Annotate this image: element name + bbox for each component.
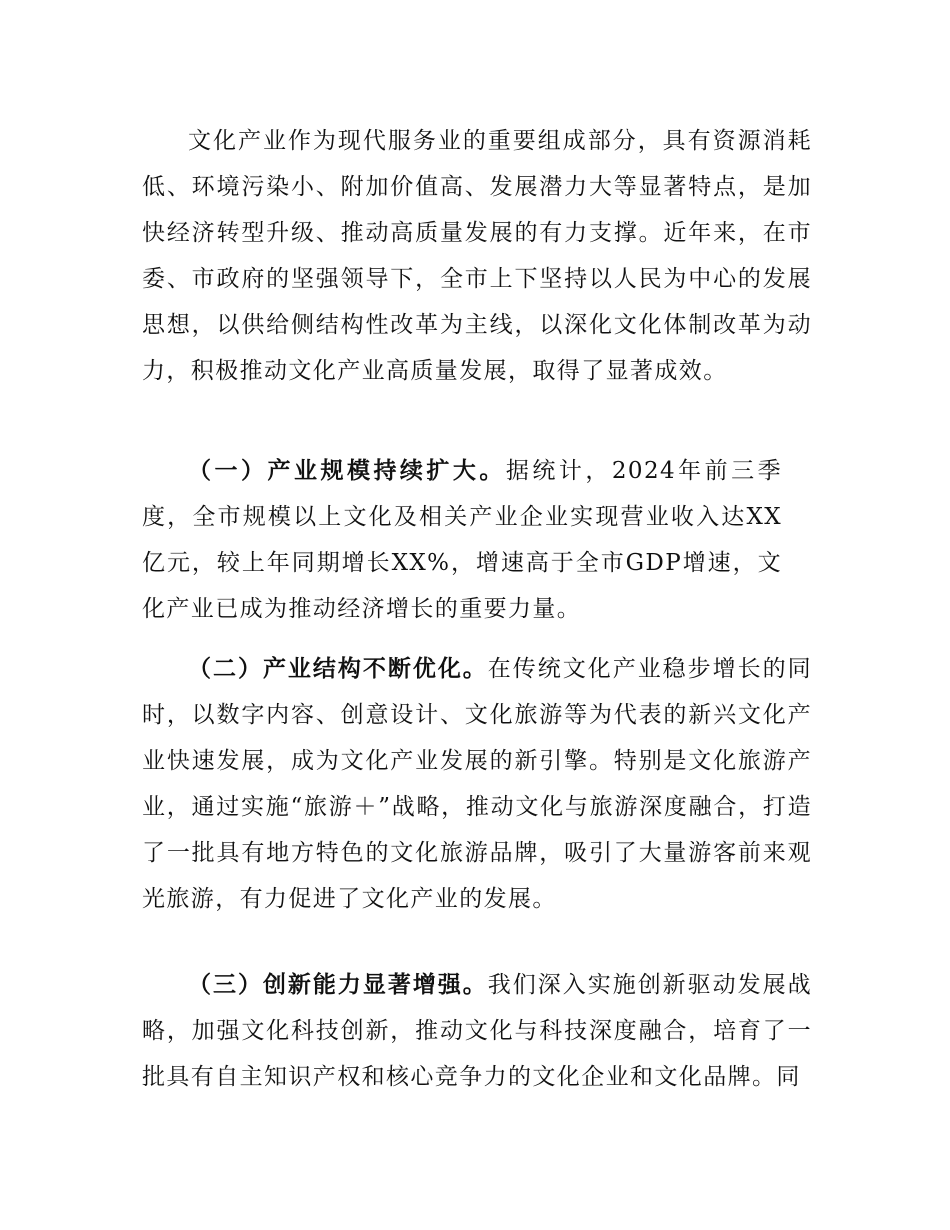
intro-paragraph <box>142 118 812 394</box>
section-2-text: 在传统文化产业稳步增长的同时，以数字内容、创意设计、文化旅游等为代表的新兴文化产业快速发展，成为文化产业发展的新引擎。特别是文化旅游产业，通过实施“旅游＋”战略，推动文化与旅游深度融合，打造了一批具有地方特色的文化旅游品牌，吸引了大量游客前来观光旅游，有力促进了文化产业的发展。 <box>142 656 812 912</box>
section-2-heading: （二）产业结构不断优化。 <box>188 656 488 682</box>
section-3-paragraph <box>142 962 812 1100</box>
section-3-heading: （三）创新能力显著增强。 <box>188 972 488 998</box>
section-1-heading: （一）产业规模持续扩大。 <box>188 458 506 484</box>
section-1-text: 据统计，2024年前三季度，全市规模以上文化及相关产业企业实现营业收入达XX亿元，较上年同期增长XX%，增速高于全市GDP增速，文化产业已成为推动经济增长的重要力量。 <box>142 458 782 622</box>
intro-paragraph-text: 文化产业作为现代服务业的重要组成部分，具有资源消耗低、环境污染小、附加价值高、发展潜力大等显著特点，是加快经济转型升级、推动高质量发展的有力支撑。近年来，在市委、市政府的坚强领导下，全市上下坚持以人民为中心的发展思想，以供给侧结构性改革为主线，以深化文化体制改革为动力，积极推动文化产业高质量发展，取得了显著成效。 <box>142 128 812 384</box>
section-1-paragraph <box>142 448 782 632</box>
section-2-paragraph <box>142 646 812 922</box>
section-3-text: 我们深入实施创新驱动发展战略，加强文化科技创新，推动文化与科技深度融合，培育了一批具有自主知识产权和核心竞争力的文化企业和文化品牌。同 <box>142 972 812 1090</box>
